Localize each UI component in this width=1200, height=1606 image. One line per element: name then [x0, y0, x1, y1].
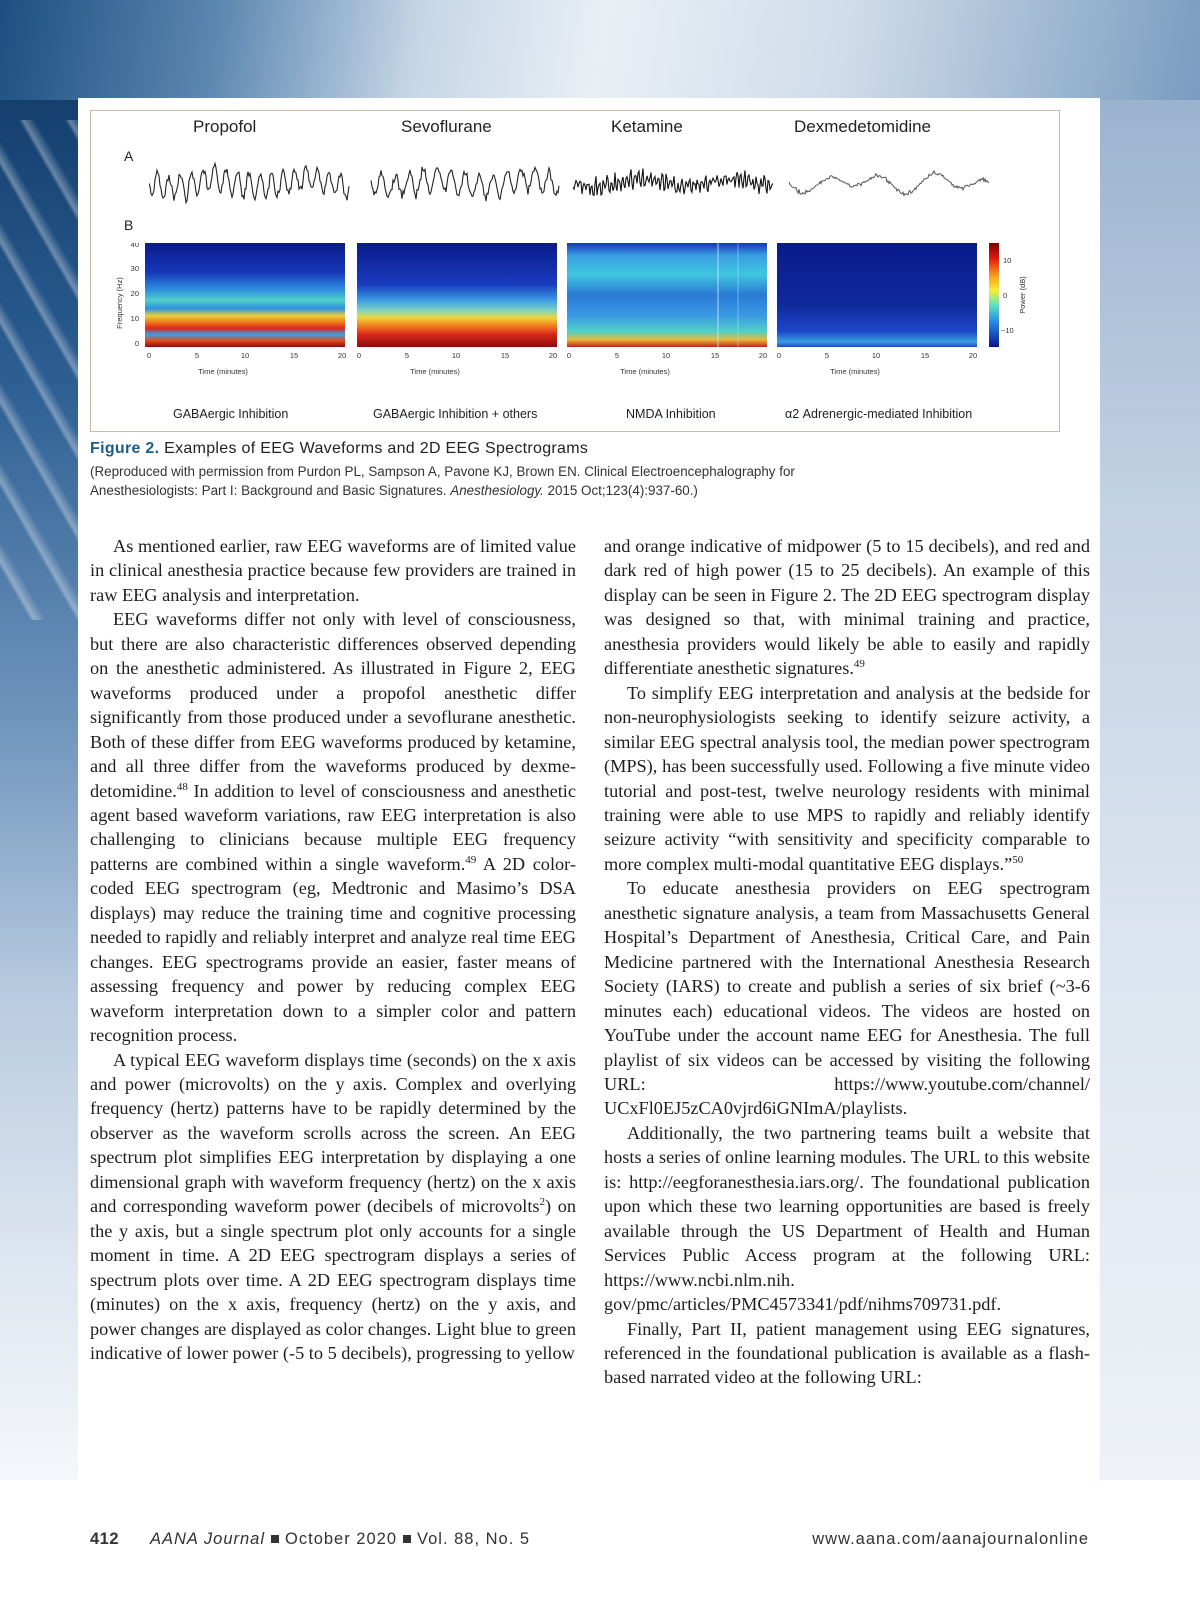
row-label-b: B — [124, 217, 134, 233]
body-column-left — [90, 534, 576, 1365]
paragraph: Finally, Part II, patient management using EEG signatures, referenced in the foundational publication is available as a flash-based narrated video at the following URL: — [604, 1318, 1090, 1388]
caption-source-end: 2015 Oct;123(4):937-60.) — [543, 483, 698, 498]
x-ticks-sevoflurane — [357, 351, 557, 360]
x-axis-label: Time (minutes) — [620, 367, 670, 376]
x-tick: 15 — [500, 351, 510, 360]
x-axis-label: Time (minutes) — [410, 367, 460, 376]
body-column-right — [604, 534, 1090, 1390]
background-banner — [0, 0, 1200, 100]
figure-caption-source — [90, 462, 1050, 500]
x-tick: 20 — [968, 351, 978, 360]
paragraph: Additionally, the two partnering teams built a website that hosts a series of online learning modules. The URL to this website is: http://eegforanesthesia.iars.org/. The foundational publication upon which these two learning opportunities are based is freely available through the US Department of Health and Human Services Public Access program at the following URL: https://www.ncbi.nlm.nih.​gov/pmc/articles/PMC4573341/pdf/nihms709731.pdf. — [604, 1122, 1090, 1315]
x-tick: 15 — [920, 351, 930, 360]
mechanism-ketamine: NMDA Inhibition — [626, 407, 716, 421]
x-tick: 20 — [337, 351, 347, 360]
y-axis-label: Frequency (Hz) — [115, 277, 124, 329]
x-tick: 15 — [710, 351, 720, 360]
caption-source-line: (Reproduced with permission from Purdon PL, Sampson A, Pavone KJ, Brown EN. Clinical Electroencephalography for — [90, 464, 795, 479]
page-footer — [90, 1530, 1089, 1554]
waveform-dexmedetomidine — [789, 171, 989, 196]
spectrogram-dexmedetomidine — [777, 243, 977, 347]
figure-label: Figure 2. — [90, 440, 160, 457]
colorbar-tick: −10 — [1001, 326, 1014, 335]
separator-square — [271, 1535, 279, 1543]
x-tick: 0 — [356, 351, 362, 360]
eeg-waveforms — [149, 157, 989, 215]
eeg-spectrograms — [113, 243, 1033, 381]
x-tick: 5 — [824, 351, 830, 360]
spectrogram-ketamine — [567, 243, 767, 347]
paragraph: To simplify EEG interpretation and analysis at the bedside for non-neurophysiologists seeking to identify seizure activity, a similar EEG spectral analysis tool, the median power spectrogram (MPS), has been successfully used. Following a five minute video tutorial and post-test, twelve neurology residents with minimal training were able to use MPS to rapidly and reliably identify seizure activity “with sensitivity and specificity comparable to more complex multi-modal quantitative EEG displays.”$^{50}$ — [604, 682, 1090, 874]
x-axis-label: Time (minutes) — [830, 367, 880, 376]
figure-2 — [90, 110, 1060, 432]
paragraph: and orange indicative of midpower (5 to 15 decibels), and red and dark red of high power (15 to 25 decibels). An example of this display can be seen in Figure 2. The 2D EEG spectrogram display was designed so that, with minimal training and practice, anesthesia providers would likely be able to easily and rapidly differentiate anesthetic signatures.$^{49}$ — [604, 536, 1090, 679]
mechanism-sevoflurane: GABAergic Inhibition + others — [373, 407, 538, 421]
y-tick-0: 0 — [134, 339, 139, 348]
paragraph: EEG waveforms differ not only with level of consciousness, but there are also characteristic differences observed depending on the anesthetic administered. As illustrated in Figure 2, EEG waveforms produced under a propofol anesthetic differ significantly from those produced under a sevoflurane anesthetic. Both of these differ from EEG waveforms produced by ketamine, and all three differ from the waveforms produced by dexmedetomidine.$^{48}$ In addition to level of consciousness and anesthetic agent based waveform variations, raw EEG interpretation is also challenging to clinicians because multiple EEG frequency patterns are combined within a single waveform.$^{49}$ A 2D color-coded EEG spectrogram (eg, Medtronic and Masimo’s DSA displays) may reduce the training time and cognitive processing needed to rapidly and reliably interpret and analyze real time EEG changes. EEG spectrograms provide an easier, faster means of assessing frequency and power by reducing complex EEG waveform interpretation down to a simpler color and pattern recognition process. — [90, 609, 576, 1046]
x-tick: 10 — [451, 351, 461, 360]
x-tick: 10 — [661, 351, 671, 360]
x-ticks-dexmedetomidine — [777, 351, 977, 360]
background-streaks — [0, 120, 80, 620]
spectrogram-propofol — [145, 243, 345, 347]
caption-source-line: Anesthesiologists: Part I: Background and Basic Signatures. — [90, 483, 451, 498]
separator-square — [403, 1535, 411, 1543]
x-tick: 5 — [404, 351, 410, 360]
journal-info — [150, 1530, 530, 1549]
reference-48[interactable]: 48 — [176, 780, 188, 793]
volume: Vol. 88, No. 5 — [417, 1530, 531, 1548]
x-tick: 20 — [548, 351, 558, 360]
colorbar-label: Power (dB) — [1018, 276, 1027, 314]
x-tick: 5 — [614, 351, 620, 360]
mechanism-propofol: GABAergic Inhibition — [173, 407, 289, 421]
waveform-ketamine — [573, 168, 773, 195]
y-tick-10: 10 — [130, 314, 139, 323]
superscript-2: 2 — [539, 1196, 546, 1209]
colorbar-tick: 10 — [1003, 256, 1012, 265]
x-ticks-propofol — [147, 351, 346, 360]
reference-49[interactable]: 49 — [465, 853, 477, 866]
spectrogram-sevoflurane — [357, 243, 557, 347]
waveform-sevoflurane — [371, 167, 559, 201]
paragraph: To educate anesthesia providers on EEG spectrogram anesthetic signature analysis, a team from Massachusetts General Hospital’s Department of Anesthesia, Critical Care, and Pain Medicine partnered with the International Anesthesia Research Society (IARS) to create and publish a series of six brief (~3-6 minutes each) educational videos. The videos are hosted on YouTube under the account name EEG for Anesthesia. The full playlist of six videos can be accessed by visiting the following URL: https://www.youtube.com/channel/​UCxFl0EJ5zCA0vjrd6iGNImA/playlists. — [604, 878, 1090, 1119]
row-label-a: A — [124, 148, 134, 164]
x-tick: 0 — [776, 351, 782, 360]
drug-label-sevoflurane: Sevoflurane — [401, 117, 492, 136]
reference-49[interactable]: 49 — [853, 658, 865, 671]
paragraph: A typical EEG waveform displays time (seconds) on the x axis and power (microvolts) on the y axis. Complex and overlying frequency (hertz) patterns have to be rapidly determined by the observer as the waveform scrolls across the screen. An EEG spectrum plot simplifies EEG interpretation by displaying a one dimensional graph with waveform frequency (hertz) on the x axis and corresponding waveform power (decibels of microvolts$^2$) on the y axis, but a single spectrum plot only accounts for a single moment in time. A 2D EEG spectrogram displays a series of spectrum plots over time. A 2D EEG spectrogram displays time (minutes) on the x axis, frequency (hertz) on the y axis, and power changes are displayed as color changes. Light blue to green indicative of lower power (-5 to 5 decibels), progressing to yellow — [90, 1049, 576, 1363]
background-right-band — [1100, 100, 1200, 1480]
x-axis-label: Time (minutes) — [198, 367, 248, 376]
paragraph: As mentioned earlier, raw EEG waveforms are of limited value in clinical anesthesia practice because few providers are trained in raw EEG analysis and interpretation. — [90, 536, 576, 605]
issue-date: October 2020 — [285, 1530, 398, 1548]
journal-url[interactable]: www.aana.com/aanajournalonline — [812, 1530, 1089, 1548]
colorbar — [989, 243, 999, 347]
figure-title: Examples of EEG Waveforms and 2D EEG Spectrograms — [164, 440, 589, 457]
drug-label-ketamine: Ketamine — [611, 117, 683, 136]
drug-label-dexmedetomidine: Dexmedetomidine — [794, 117, 932, 136]
x-tick: 10 — [871, 351, 881, 360]
y-tick-20: 20 — [130, 289, 139, 298]
x-tick: 0 — [146, 351, 152, 360]
figure-caption-title — [90, 440, 1050, 458]
y-tick-30: 30 — [130, 264, 139, 273]
reference-50[interactable]: 50 — [1012, 853, 1024, 866]
y-tick-40: 40 — [130, 243, 139, 249]
x-tick: 10 — [240, 351, 250, 360]
x-tick: 15 — [289, 351, 299, 360]
page-number: 412 — [90, 1530, 120, 1548]
x-tick: 5 — [194, 351, 200, 360]
waveform-propofol — [149, 164, 349, 203]
drug-label-propofol: Propofol — [193, 117, 257, 136]
colorbar-tick: 0 — [1003, 291, 1008, 300]
x-tick: 20 — [758, 351, 768, 360]
mechanism-dexmedetomidine: α2 Adrenergic-mediated Inhibition — [785, 407, 973, 421]
caption-journal: Anesthesiology. — [450, 483, 544, 498]
x-ticks-ketamine — [567, 351, 767, 360]
x-tick: 0 — [566, 351, 572, 360]
journal-name: AANA Journal — [150, 1530, 266, 1548]
